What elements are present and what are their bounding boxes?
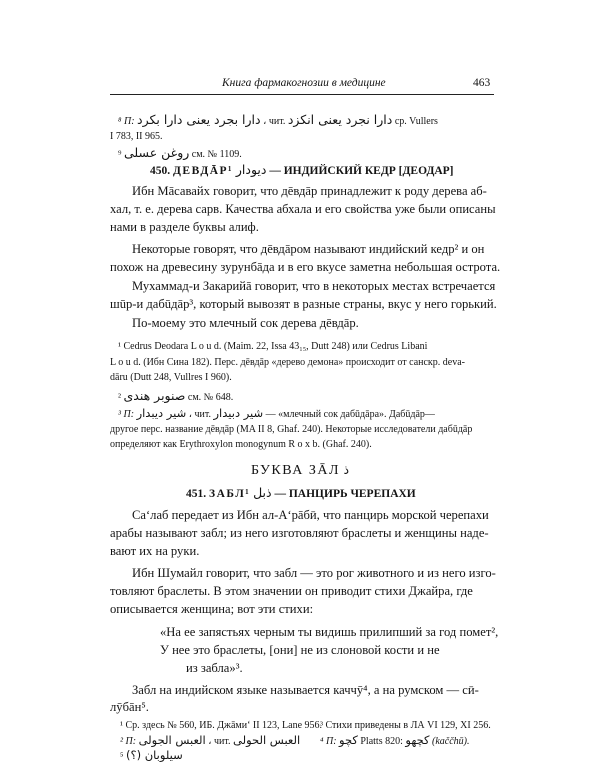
arabic-text: کچھو: [405, 733, 430, 747]
entry-450-footnote-2: [118, 388, 233, 405]
footnote-marker: ³ П:: [118, 409, 135, 420]
footnote-ref: Platts 820:: [360, 736, 403, 747]
entry-450-p2-line1: Некоторые говорят, что дēвдāром называют индийский кедр² и он: [132, 242, 485, 256]
footnote-marker: ² П:: [120, 736, 137, 747]
entry-451-p1-line3: вают их на руки.: [110, 544, 200, 558]
entry-number: 451.: [186, 488, 207, 500]
arabic-text: العبس الجولی: [138, 733, 206, 747]
footnote-marker: ²: [118, 392, 121, 403]
entry-title: — ПАНЦИРЬ ЧЕРЕПАХИ: [274, 488, 416, 500]
entry-450-footnote-3-line2: другое перс. название дēвдāр (MA II 8, Ghaf. 240). Некоторые исследователи дабūдāр: [110, 424, 473, 435]
footnote-ref: cp. Vullers: [394, 116, 438, 127]
entry-451-footnote-4: [320, 733, 470, 749]
poem-line-3: из забла»³.: [186, 661, 243, 675]
entry-451-p1-line2: арабы называют забл; из него изготовляют браслеты и женщины наде-: [110, 526, 489, 540]
entry-451-footnote-1: ¹ Ср. здесь № 560, ИБ. Джāмиʻ II 123, Lane 956.: [120, 720, 323, 731]
entry-450-footnote-3-line1: [118, 406, 435, 422]
entry-451-heading: [186, 485, 416, 500]
page-number: 463: [473, 77, 491, 89]
footnote-marker: ⁵: [120, 751, 124, 762]
entry-451-p2-line1: Ибн Шумайл говорит, что забл — это рог животного и из него изго-: [132, 566, 496, 580]
entry-450-p4: По-моему это млечный сок дерева дēвдāр.: [132, 316, 359, 330]
entry-450-footnote-3-line3: определяют как Erythroxylon monogynum R o x b. (Ghaf. 240).: [110, 439, 372, 450]
entry-451-p3-line2: лӯбāн⁵.: [110, 700, 149, 714]
entry-arabic: ذبل: [253, 485, 272, 500]
entry-451-footnote-2: [120, 733, 300, 749]
entry-450-p3-line2: шūр-и дабūдāр³, который вывозят в разные страны, вкус у него горький.: [110, 297, 497, 311]
entry-title: — ИНДИЙСКИЙ КЕДР [ДЕОДАР]: [269, 165, 454, 177]
arabic-text: سیلوبان (؟): [126, 748, 183, 762]
entry-450-footnote-1-line1: ¹ Cedrus Deodara L o u d. (Maim. 22, Issa 43₁₅, Dutt 248) или Cedrus Libani: [118, 341, 428, 352]
entry-450-p1-line3: нами в разделе буквы алиф.: [110, 220, 259, 234]
arabic-text: کچو: [339, 733, 358, 747]
carryover-footnote-9: [118, 145, 242, 162]
footnote-ref: см. № 648.: [187, 392, 234, 403]
arabic-text: العبس الحولی: [232, 733, 301, 747]
arabic-text: صنوبر هندی: [123, 388, 186, 403]
entry-451-p1-line1: Са‘лаб передает из Ибн ал-А‘рāбӣ, что панцирь морской черепахи: [132, 508, 489, 522]
arabic-text: روغن عسلی: [124, 145, 190, 160]
entry-450-footnote-1-line2: L o u d. (Ибн Сина 182). Перс. дēвдāр «дерево демона» происходит от санскр. deva-: [110, 357, 465, 368]
arabic-text: دارا بجرد یعنی دارا بکرد: [137, 112, 261, 127]
footnote-text: ، чит.: [263, 116, 286, 127]
arabic-text: شیر دبیدار: [213, 406, 264, 420]
entry-450-footnote-1-line3: dāru (Dutt 248, Vullres I 960).: [110, 372, 232, 383]
footnote-marker: ⁹: [118, 149, 122, 160]
entry-450-p1-line2: хал, т. е. дерева сарв. Качества абхала и его свойства уже были описаны: [110, 202, 496, 216]
footnote-marker: ⁸ П:: [118, 116, 135, 127]
entry-450-p1-line1: Ибн Мāсавайх говорит, что дēвдāр принадлежит к роду дерева аб-: [132, 184, 487, 198]
letter-section-heading: [0, 462, 600, 479]
footnote-text: ، чит.: [188, 409, 211, 420]
running-header-title: Книга фармакогнозии в медицине: [222, 77, 386, 89]
footnote-text: — «млечный сок дабūдāра». Дабūдāр—: [265, 409, 435, 420]
entry-451-footnote-3: ³ Стихи приведены в ЛА VI 129, XI 256.: [320, 720, 491, 731]
entry-number: 450.: [150, 165, 171, 177]
letter-label: БУКВА ЗĀЛ: [250, 463, 340, 478]
carryover-footnote-8: [118, 112, 438, 129]
poem-line-2: У нее это браслеты, [они] не из слоновой кости и не: [160, 643, 440, 657]
footnote-text: ، чит.: [208, 736, 231, 747]
entry-451-footnote-5: [120, 748, 183, 764]
header-rule: [110, 94, 494, 95]
footnote-text: (kaččhū).: [432, 736, 470, 747]
entry-450-heading: [150, 162, 454, 177]
entry-451-p2-line3: описывается женщина; вот эти стихи:: [110, 602, 314, 616]
entry-451-p2-line2: товляют браслеты. В этом значении он приводит стихи Джайра, где: [110, 584, 473, 598]
arabic-text: دارا نجرد یعنی انکزد: [287, 112, 393, 127]
entry-451-p3-line1: Забл на индийском языке называется каччӯ⁴, а на румском — сӣ-: [132, 683, 479, 697]
entry-450-p3-line1: Мухаммад-и Закарийā говорит, что в некоторых местах встречается: [132, 279, 496, 293]
arabic-text: شیر دیبدار: [136, 406, 187, 420]
footnote-marker: ⁴ П:: [320, 736, 337, 747]
footnote-ref: см. № 1109.: [191, 149, 242, 160]
poem-line-1: «На ее запястьях черным ты видишь прилипший за год помет²,: [160, 625, 499, 639]
entry-arabic: دیودار: [235, 162, 267, 177]
entry-transliteration: ДЕВДĀР¹: [173, 165, 234, 177]
entry-450-p2-line2: похож на древесину зурунбāда и в его вкусе заметна небольшая острота.: [110, 260, 501, 274]
entry-transliteration: ЗАБЛ¹: [209, 488, 251, 500]
carryover-footnote-8-cont: I 783, II 965.: [110, 131, 163, 142]
letter-arabic: ذ: [343, 462, 350, 477]
